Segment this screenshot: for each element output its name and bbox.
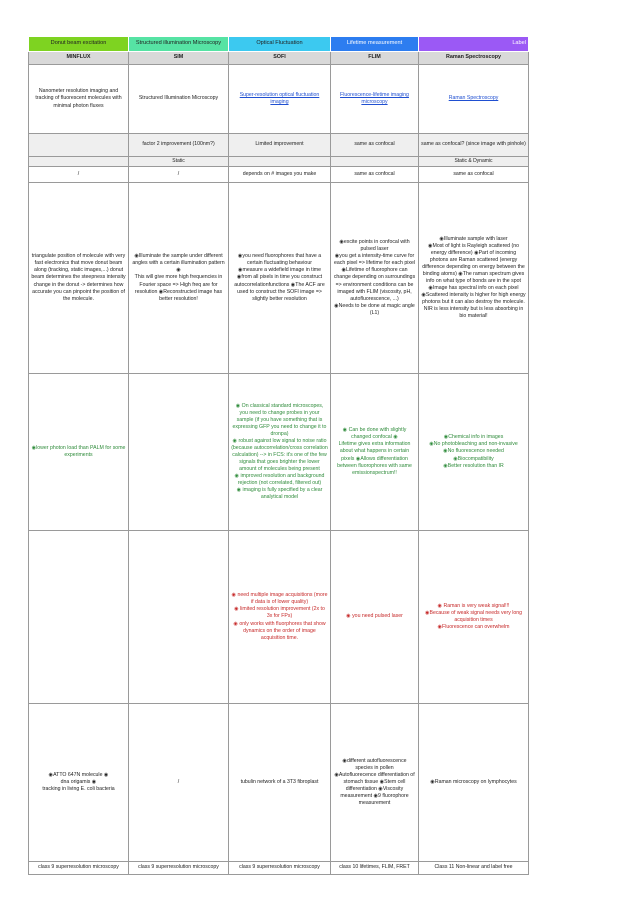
description-cell <box>331 65 419 134</box>
example-text: tubulin network of a 3T3 fibroplast <box>240 778 319 785</box>
principle-text: ◉Illuminate sample with laser ◉Most of light is Rayleigh scattered (no energy difference) ◉Part of incoming photons are Raman scattered (energy difference depending on energy between the binding atoms) ◉The raman spectrum gives info on what type of bonds are in the spot ◉Image has spectral info on each pixel ◉Scattered intensity is higher for high energy photons but it can also destroy the molecule. NIR is less intensity but is less absorbing in bio material! <box>421 235 526 320</box>
resolution-cell: Limited improvement <box>229 134 331 157</box>
cons-cell <box>129 531 229 704</box>
description-cell <box>229 65 331 134</box>
column-header: FLIM <box>331 52 419 65</box>
example-text: ◉different autofluorescence species in pollen ◉Autofluorecence differentiation of stomach tissue ◉Stem cell differentiation ◉Viscosity measurement ◉9 fluorophore measurement <box>334 757 415 807</box>
example-cell <box>29 704 129 862</box>
class-cell: class 9 superresolution microscopy <box>129 862 229 875</box>
imaging-type-row <box>29 157 529 167</box>
pros-row <box>29 374 529 531</box>
category-cell: Donut beam excitation <box>29 37 129 52</box>
category-row <box>29 37 529 52</box>
cons-cell <box>331 531 419 704</box>
pros-cell <box>29 374 129 531</box>
example-text: ◉ATTO 647N molecule ◉ dna origamis ◉ tracking in living E. coli bacteria <box>42 771 115 792</box>
principle-cell <box>129 183 229 374</box>
cons-text: ◉ need multiple image acquisitions (more if data is of lower quality) ◉ limited resolution improvement (2x to 3x for FPs) ◉ only works with fluorphores that show dynamics on the order of image acquisition time. <box>231 592 328 641</box>
depth-row <box>29 167 529 183</box>
cons-cell <box>419 531 529 704</box>
imaging-type-cell: Static & Dynamic <box>419 157 529 167</box>
cons-cell <box>229 531 331 704</box>
examples-row <box>29 704 529 862</box>
resolution-cell: same as confocal? (since image with pinhole) <box>419 134 529 157</box>
example-cell <box>331 704 419 862</box>
description-row <box>29 65 529 134</box>
pros-text: ◉ Can be done with slightly changed confocal ◉ Lifetime gives extra information about what happens in certain pixels ◉Allows differentiation between fluorophores with same emissionspectrum!! <box>337 427 412 476</box>
principle-text: ◉excite points in confocal with pulsed laser ◉you get a intensity-time curve for each pixel => lifetime for each pixel ◉Lifetime of fluorophore can change depending on surroundings => environment conditions can be imaged with FLIM (viscosity, pH, autofluorescence, ...) ◉Needs to be done at magic angle (L1) <box>333 239 416 316</box>
column-header: MINFLUX <box>29 52 129 65</box>
category-cell: Structured illumination Microscopy <box>129 37 229 52</box>
resolution-row <box>29 134 529 157</box>
class-row <box>29 862 529 875</box>
pros-text: ◉ On classical standard microscopes, you need to change probes in your sample (if you have something that is expressing GFP you need to change it to dronpa) ◉ robust against low signal to noise ratio (because autocorrelation/cross correlation calculation) --> in FCS: it's one of the few signals that goes brighter the lower amount of molecules being present ◉ improved resolution and background rejection (not correlated, filtered out) ◉ imaging is fully specified by a clear analytical model <box>231 402 328 501</box>
depth-cell: same as confocal <box>419 167 529 183</box>
pros-cell <box>129 374 229 531</box>
depth-cell: / <box>129 167 229 183</box>
example-cell <box>419 704 529 862</box>
class-cell: class 9 superresolution microscopy <box>229 862 331 875</box>
principle-cell <box>419 183 529 374</box>
microscopy-comparison-table <box>28 36 529 875</box>
pros-text: ◉Chemical info in images ◉No photobleaching and non-invasive ◉No fluorescence needed ◉Biocompatibility ◉Better resolution than IR <box>429 434 518 469</box>
cons-text: ◉ Raman is very weak signal!!! ◉Because of weak signal needs very long acquisition times ◉Fluorescence can overwhelm <box>424 602 523 631</box>
resolution-cell <box>29 134 129 157</box>
column-header: SOFI <box>229 52 331 65</box>
cons-row <box>29 531 529 704</box>
description-link[interactable]: Raman Spectroscopy <box>448 95 499 102</box>
depth-cell: depends on # images you make <box>229 167 331 183</box>
header-row <box>29 52 529 65</box>
pros-cell <box>419 374 529 531</box>
class-cell: class 9 superresolution microscopy <box>29 862 129 875</box>
pros-cell <box>229 374 331 531</box>
description-link[interactable]: Fluorescence-lifetime imaging microscopy <box>340 91 409 105</box>
principle-cell <box>29 183 129 374</box>
category-cell: Optical Fluctuation <box>229 37 331 52</box>
example-cell <box>129 704 229 862</box>
description-cell: Nanometer resolution imaging and tracking of fluorescent molecules with minimal photon fluxes <box>29 65 129 134</box>
pros-cell <box>331 374 419 531</box>
imaging-type-cell <box>29 157 129 167</box>
example-cell <box>229 704 331 862</box>
principle-row <box>29 183 529 374</box>
comparison-sheet <box>28 36 528 875</box>
example-text: / <box>177 778 180 785</box>
description-cell: Structured Illumination Microscopy <box>129 65 229 134</box>
class-cell: Class 11 Non-linear and label free <box>419 862 529 875</box>
pros-text: ◉lower photon load than PALM for some experiments <box>31 444 126 458</box>
principle-cell <box>331 183 419 374</box>
description-cell <box>419 65 529 134</box>
imaging-type-cell: Static <box>129 157 229 167</box>
example-text: ◉Raman microscopy on lymphocytes <box>430 778 517 785</box>
imaging-type-cell <box>229 157 331 167</box>
category-cell: Lifetime measurement <box>331 37 419 52</box>
class-cell: class 10 lifetimes, FLIM, FRET <box>331 862 419 875</box>
principle-text: triangulate position of molecule with very fast electronics that move donut beam along (tracking, static images,...) donut beam determines the steepness intensity change in the donut -> determines how accurate you can pinpoint the position of the molecule. <box>31 253 126 302</box>
description-link[interactable]: Super-resolution optical fluctuation imaging <box>239 91 320 105</box>
category-cell: Label <box>419 37 529 52</box>
cons-text: ◉ you need pulsed laser <box>346 613 403 620</box>
resolution-cell: factor 2 improvement (100nm?) <box>129 134 229 157</box>
depth-cell: same as confocal <box>331 167 419 183</box>
imaging-type-cell <box>331 157 419 167</box>
column-header: SIM <box>129 52 229 65</box>
column-header: Raman Spectroscopy <box>419 52 529 65</box>
principle-text: ◉you need fluorophores that have a certain fluctuating behaviour ◉measure a widefield image in time ◉from all pixels in time you construct autocorrelationfunctions ◉The ACF are used to construct the SOFI image => slightly better resolution <box>234 253 325 302</box>
cons-cell <box>29 531 129 704</box>
principle-text: ◉Illuminate the sample under different angles with a certain illumination pattern ◉ This will give more high frequencies in Fourier space => High freq are for resolution ◉Reconstructed image has better resolution! <box>132 253 225 302</box>
resolution-cell: same as confocal <box>331 134 419 157</box>
depth-cell: / <box>29 167 129 183</box>
principle-cell <box>229 183 331 374</box>
